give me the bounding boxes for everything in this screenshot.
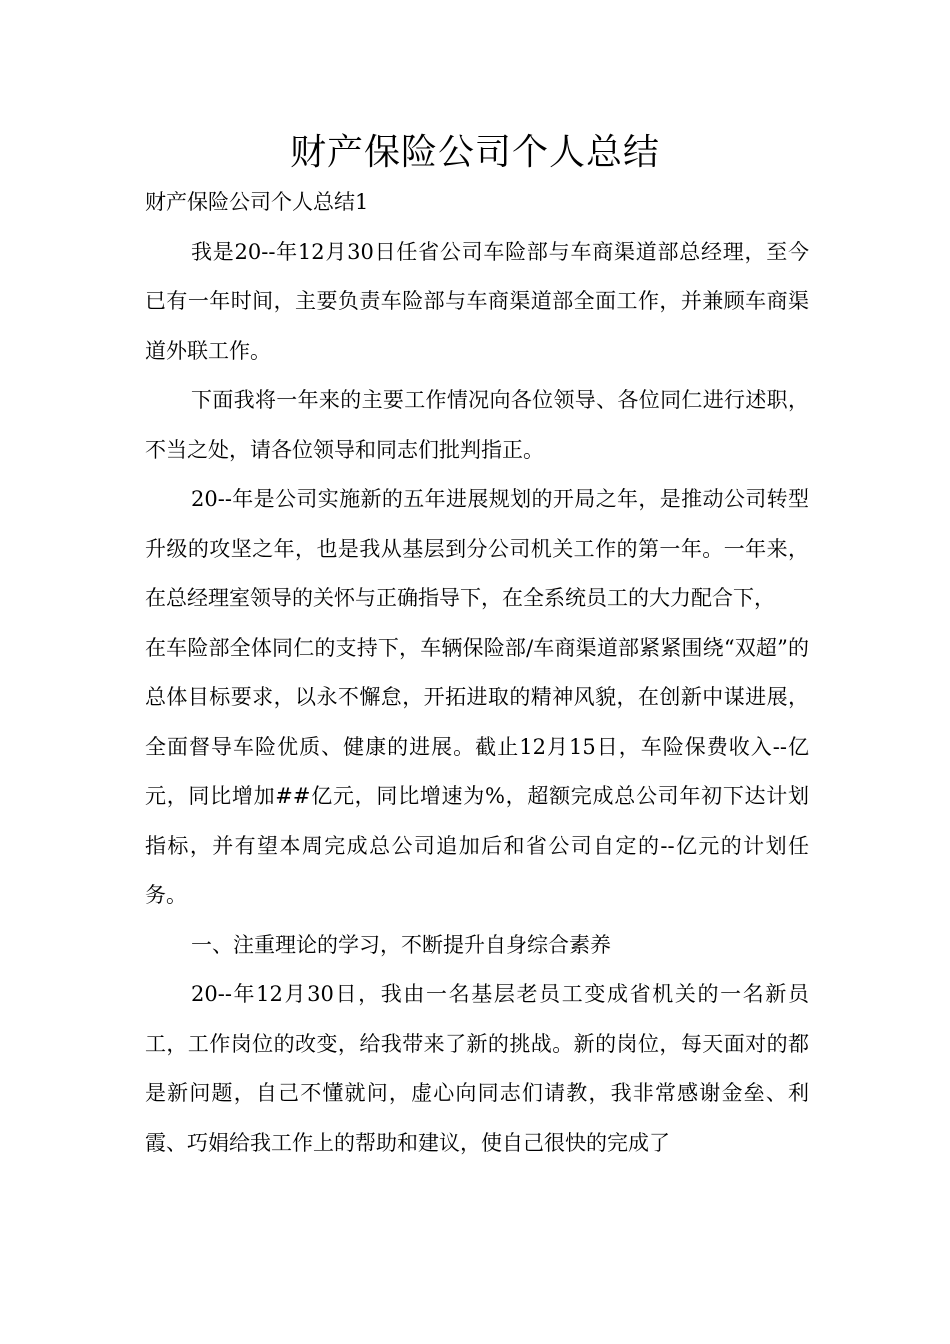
paragraph-3: 20--年是公司实施新的五年进展规划的开局之年，是推动公司转型升级的攻坚之年，也是我从基层到分公司机关工作的第一年。一年来，在总经理室领导的关怀与正确指导下，在全系统员工的大力配合下， — [145, 487, 809, 610]
document-title: 财产保险公司个人总结 — [289, 132, 660, 173]
document-subtitle: 财产保险公司个人总结1 — [145, 190, 369, 214]
paragraph-4: 在车险部全体同仁的支持下，车辆保险部/车商渠道部紧紧围绕“双超”的总体目标要求，以永不懈怠，开拓进取的精神风貌，在创新中谋进展，全面督导车险优质、健康的进展。截止12月15日，车险保费收入--亿元，同比增加##亿元，同比增速为%，超额完成总公司年初下达计划指标，并有望本周完成总公司追加后和省公司自定的--亿元的计划任务。 — [145, 635, 809, 907]
paragraph-5: 20--年12月30日，我由一名基层老员工变成省机关的一名新员工，工作岗位的改变，给我带来了新的挑战。新的岗位，每天面对的都是新问题，自己不懂就问，虚心向同志们请教，我非常感谢金垒、利霞、巧娟给我工作上的帮助和建议，使自己很快的完成了 — [145, 982, 809, 1155]
paragraph-2: 下面我将一年来的主要工作情况向各位领导、各位同仁进行述职，不当之处，请各位领导和同志们批判指正。 — [145, 388, 809, 462]
document-body — [145, 178, 809, 1168]
paragraph-1: 我是20--年12月30日任省公司车险部与车商渠道部总经理，至今已有一年时间，主要负责车险部与车商渠道部全面工作，并兼顾车商渠道外联工作。 — [145, 239, 809, 363]
section-heading-1: 一、注重理论的学习，不断提升自身综合素养 — [191, 932, 611, 957]
